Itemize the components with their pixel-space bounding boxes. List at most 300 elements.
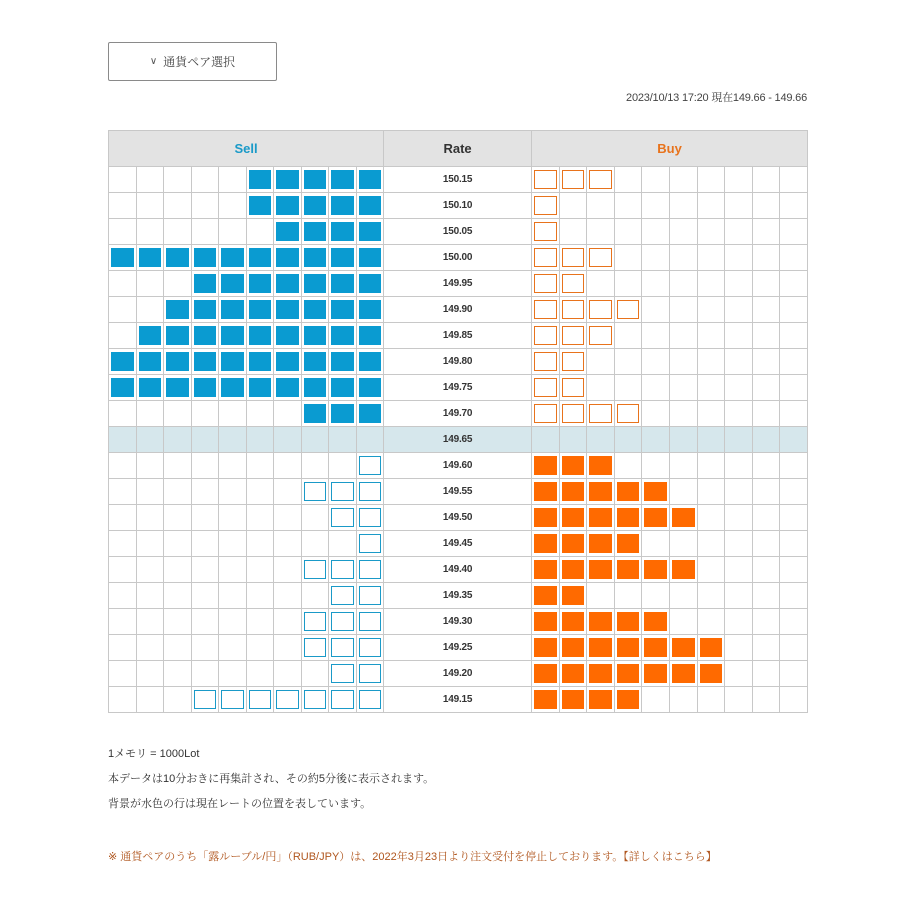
buy-cell (587, 271, 615, 297)
sell-cell (109, 219, 137, 245)
sell-cell (274, 401, 302, 427)
table-row (109, 271, 808, 297)
buy-cell (780, 687, 808, 713)
sell-cell (356, 375, 384, 401)
sell-cell (219, 635, 247, 661)
sell-block (194, 326, 217, 345)
buy-cell (614, 635, 642, 661)
buy-cell (642, 609, 670, 635)
buy-cell (697, 557, 725, 583)
sell-cell (301, 687, 329, 713)
buy-header: Buy (532, 131, 808, 167)
buy-cell (559, 609, 587, 635)
buy-cell (725, 609, 753, 635)
buy-cell (559, 323, 587, 349)
buy-cell (532, 609, 560, 635)
buy-block (589, 326, 612, 345)
buy-block (562, 170, 585, 189)
buy-cell (780, 271, 808, 297)
buy-cell (642, 349, 670, 375)
sell-cell (109, 557, 137, 583)
buy-block (534, 560, 557, 579)
sell-cell (219, 297, 247, 323)
buy-cell (642, 635, 670, 661)
sell-cell (329, 167, 357, 193)
buy-cell (780, 557, 808, 583)
sell-cell (301, 297, 329, 323)
buy-cell (697, 661, 725, 687)
sell-cell (274, 687, 302, 713)
buy-block (617, 404, 640, 423)
buy-cell (587, 167, 615, 193)
sell-cell (329, 583, 357, 609)
buy-cell (780, 349, 808, 375)
sell-cell (164, 193, 192, 219)
sell-cell (191, 245, 219, 271)
sell-block (304, 638, 327, 657)
sell-cell (109, 505, 137, 531)
sell-cell (274, 661, 302, 687)
sell-block (304, 248, 327, 267)
sell-block (194, 690, 217, 709)
buy-cell (780, 661, 808, 687)
sell-block (111, 378, 134, 397)
buy-cell (532, 375, 560, 401)
rate-cell: 149.75 (384, 375, 532, 401)
buy-cell (725, 167, 753, 193)
buy-cell (587, 531, 615, 557)
rate-cell: 149.15 (384, 687, 532, 713)
sell-cell (164, 167, 192, 193)
sell-cell (274, 583, 302, 609)
buy-cell (559, 557, 587, 583)
buy-block (562, 456, 585, 475)
buy-cell (725, 245, 753, 271)
buy-cell (642, 167, 670, 193)
sell-cell (356, 193, 384, 219)
sell-cell (164, 531, 192, 557)
buy-cell (642, 505, 670, 531)
sell-cell (164, 609, 192, 635)
buy-cell (725, 427, 753, 453)
rub-jpy-notice-link[interactable]: ※ 通貨ペアのうち「露ルーブル/円」（RUB/JPY）は、2022年3月23日より注文受付を停止しております。【詳しくはこちら】 (108, 851, 717, 863)
sell-cell (301, 375, 329, 401)
buy-cell (780, 193, 808, 219)
buy-cell (642, 453, 670, 479)
sell-cell (109, 271, 137, 297)
sell-cell (136, 193, 164, 219)
buy-cell (752, 583, 780, 609)
buy-block (644, 664, 667, 683)
sell-cell (136, 687, 164, 713)
sell-block (304, 612, 327, 631)
table-row (109, 583, 808, 609)
buy-block (589, 534, 612, 553)
sell-cell (219, 687, 247, 713)
rate-cell: 149.90 (384, 297, 532, 323)
sell-cell (136, 583, 164, 609)
sell-cell (219, 557, 247, 583)
sell-cell (164, 271, 192, 297)
sell-cell (136, 661, 164, 687)
sell-block (249, 170, 272, 189)
sell-cell (274, 609, 302, 635)
sell-cell (356, 453, 384, 479)
buy-cell (697, 193, 725, 219)
buy-block (534, 222, 557, 241)
buy-block (534, 612, 557, 631)
sell-cell (191, 349, 219, 375)
buy-cell (752, 401, 780, 427)
sell-cell (109, 297, 137, 323)
rate-cell: 149.85 (384, 323, 532, 349)
sell-cell (329, 193, 357, 219)
buy-cell (559, 401, 587, 427)
sell-cell (164, 219, 192, 245)
sell-cell (274, 375, 302, 401)
buy-cell (614, 349, 642, 375)
rate-cell: 149.55 (384, 479, 532, 505)
sell-cell (164, 479, 192, 505)
sell-cell (136, 479, 164, 505)
buy-cell (614, 219, 642, 245)
sell-block (166, 352, 189, 371)
buy-cell (587, 557, 615, 583)
buy-cell (614, 167, 642, 193)
sell-cell (246, 323, 274, 349)
sell-cell (191, 375, 219, 401)
sell-cell (301, 193, 329, 219)
sell-block (139, 378, 162, 397)
currency-pair-select-label: 通貨ペア選択 (163, 55, 236, 69)
buy-cell (614, 401, 642, 427)
sell-cell (356, 323, 384, 349)
sell-cell (274, 323, 302, 349)
buy-cell (725, 557, 753, 583)
buy-cell (725, 323, 753, 349)
buy-block (562, 378, 585, 397)
buy-cell (614, 479, 642, 505)
buy-cell (642, 687, 670, 713)
buy-cell (725, 453, 753, 479)
buy-cell (752, 427, 780, 453)
buy-cell (670, 401, 698, 427)
sell-cell (301, 505, 329, 531)
buy-cell (725, 479, 753, 505)
buy-cell (614, 583, 642, 609)
sell-cell (164, 245, 192, 271)
sell-block (331, 170, 354, 189)
buy-block (534, 300, 557, 319)
sell-cell (164, 349, 192, 375)
sell-cell (329, 505, 357, 531)
sell-cell (246, 375, 274, 401)
buy-block (534, 274, 557, 293)
buy-cell (670, 687, 698, 713)
sell-cell (356, 583, 384, 609)
buy-cell (780, 505, 808, 531)
buy-block (617, 690, 640, 709)
sell-cell (356, 661, 384, 687)
sell-cell (274, 479, 302, 505)
rate-cell: 149.40 (384, 557, 532, 583)
rate-cell: 149.50 (384, 505, 532, 531)
buy-block (672, 638, 695, 657)
sell-cell (274, 453, 302, 479)
sell-cell (109, 609, 137, 635)
buy-cell (752, 349, 780, 375)
note-current-row: 背景が水色の行は現在レートの位置を表しています。 (108, 798, 372, 810)
sell-block (194, 300, 217, 319)
sell-cell (109, 635, 137, 661)
buy-cell (670, 479, 698, 505)
buy-block (534, 664, 557, 683)
table-row (109, 193, 808, 219)
buy-block (589, 300, 612, 319)
sell-cell (191, 609, 219, 635)
buy-cell (780, 245, 808, 271)
buy-cell (642, 661, 670, 687)
table-row (109, 167, 808, 193)
buy-cell (752, 453, 780, 479)
sell-cell (301, 557, 329, 583)
buy-block (589, 638, 612, 657)
sell-block (331, 222, 354, 241)
sell-block (359, 456, 382, 475)
sell-cell (356, 349, 384, 375)
sell-cell (191, 193, 219, 219)
sell-cell (301, 479, 329, 505)
buy-cell (642, 219, 670, 245)
sell-cell (136, 219, 164, 245)
buy-cell (559, 245, 587, 271)
sell-cell (136, 635, 164, 661)
buy-cell (752, 167, 780, 193)
sell-cell (246, 271, 274, 297)
buy-cell (780, 375, 808, 401)
sell-block (249, 378, 272, 397)
buy-cell (697, 583, 725, 609)
buy-cell (559, 583, 587, 609)
buy-cell (697, 687, 725, 713)
sell-cell (164, 401, 192, 427)
buy-block (589, 664, 612, 683)
sell-block (304, 404, 327, 423)
buy-cell (532, 479, 560, 505)
buy-cell (670, 505, 698, 531)
sell-block (276, 352, 299, 371)
sell-block (359, 612, 382, 631)
sell-cell (274, 427, 302, 453)
buy-block (644, 482, 667, 501)
buy-cell (670, 609, 698, 635)
sell-cell (329, 687, 357, 713)
buy-cell (614, 323, 642, 349)
table-row (109, 349, 808, 375)
table-header-row (109, 131, 808, 167)
buy-cell (642, 193, 670, 219)
buy-cell (559, 453, 587, 479)
buy-cell (697, 427, 725, 453)
sell-block (359, 248, 382, 267)
buy-cell (532, 193, 560, 219)
sell-cell (356, 271, 384, 297)
sell-block (221, 274, 244, 293)
sell-block (221, 378, 244, 397)
buy-cell (670, 219, 698, 245)
buy-cell (642, 427, 670, 453)
sell-cell (274, 245, 302, 271)
sell-cell (246, 609, 274, 635)
sell-cell (219, 479, 247, 505)
buy-cell (752, 557, 780, 583)
notes (108, 742, 434, 817)
sell-cell (136, 349, 164, 375)
sell-cell (191, 557, 219, 583)
buy-block (534, 508, 557, 527)
sell-cell (274, 349, 302, 375)
sell-cell (301, 245, 329, 271)
buy-block (534, 638, 557, 657)
buy-cell (559, 375, 587, 401)
buy-cell (559, 531, 587, 557)
sell-block (359, 508, 382, 527)
sell-cell (329, 479, 357, 505)
buy-cell (725, 193, 753, 219)
sell-cell (301, 635, 329, 661)
buy-cell (752, 323, 780, 349)
sell-cell (136, 297, 164, 323)
sell-block (221, 352, 244, 371)
buy-cell (559, 479, 587, 505)
sell-cell (191, 661, 219, 687)
sell-cell (219, 401, 247, 427)
sell-cell (219, 219, 247, 245)
sell-block (359, 170, 382, 189)
buy-cell (559, 297, 587, 323)
sell-cell (246, 583, 274, 609)
buy-cell (697, 609, 725, 635)
sell-cell (109, 245, 137, 271)
rate-cell: 149.20 (384, 661, 532, 687)
sell-block (331, 664, 354, 683)
buy-cell (614, 453, 642, 479)
sell-cell (109, 531, 137, 557)
sell-cell (164, 427, 192, 453)
sell-cell (109, 479, 137, 505)
sell-cell (329, 661, 357, 687)
buy-cell (614, 531, 642, 557)
buy-cell (642, 583, 670, 609)
sell-block (359, 404, 382, 423)
sell-block (221, 690, 244, 709)
sell-cell (109, 661, 137, 687)
buy-block (644, 560, 667, 579)
buy-cell (587, 193, 615, 219)
sell-cell (191, 219, 219, 245)
buy-cell (587, 375, 615, 401)
sell-block (139, 352, 162, 371)
sell-cell (356, 219, 384, 245)
buy-cell (559, 661, 587, 687)
buy-cell (670, 635, 698, 661)
buy-cell (725, 531, 753, 557)
buy-block (617, 482, 640, 501)
rate-cell: 149.25 (384, 635, 532, 661)
buy-cell (532, 557, 560, 583)
buy-block (562, 690, 585, 709)
buy-block (534, 482, 557, 501)
buy-cell (559, 167, 587, 193)
buy-cell (725, 661, 753, 687)
buy-block (589, 508, 612, 527)
sell-block (359, 352, 382, 371)
table-row (109, 531, 808, 557)
sell-cell (329, 557, 357, 583)
buy-cell (587, 349, 615, 375)
sell-block (331, 326, 354, 345)
sell-cell (274, 193, 302, 219)
sell-cell (219, 609, 247, 635)
table-row (109, 375, 808, 401)
buy-cell (670, 297, 698, 323)
sell-cell (274, 167, 302, 193)
buy-cell (780, 479, 808, 505)
buy-cell (697, 375, 725, 401)
sell-cell (136, 609, 164, 635)
buy-cell (587, 427, 615, 453)
buy-cell (532, 349, 560, 375)
buy-cell (670, 583, 698, 609)
buy-cell (559, 635, 587, 661)
sell-cell (329, 375, 357, 401)
sell-cell (356, 427, 384, 453)
buy-cell (587, 635, 615, 661)
sell-cell (274, 557, 302, 583)
sell-cell (219, 271, 247, 297)
buy-cell (670, 271, 698, 297)
buy-block (700, 638, 723, 657)
sell-block (304, 352, 327, 371)
buy-block (672, 664, 695, 683)
buy-block (589, 170, 612, 189)
buy-cell (780, 427, 808, 453)
sell-cell (246, 661, 274, 687)
buy-cell (642, 375, 670, 401)
sell-cell (109, 453, 137, 479)
sell-cell (136, 375, 164, 401)
buy-block (562, 664, 585, 683)
buy-cell (670, 427, 698, 453)
rate-cell: 150.00 (384, 245, 532, 271)
sell-block (359, 196, 382, 215)
sell-block (166, 378, 189, 397)
sell-cell (109, 323, 137, 349)
buy-cell (532, 297, 560, 323)
sell-cell (219, 505, 247, 531)
buy-cell (780, 219, 808, 245)
buy-block (617, 638, 640, 657)
sell-block (304, 560, 327, 579)
sell-cell (191, 323, 219, 349)
currency-pair-select-button[interactable] (108, 42, 277, 81)
buy-cell (587, 297, 615, 323)
sell-cell (136, 401, 164, 427)
sell-cell (164, 453, 192, 479)
sell-block (276, 170, 299, 189)
buy-block (562, 326, 585, 345)
buy-cell (614, 505, 642, 531)
